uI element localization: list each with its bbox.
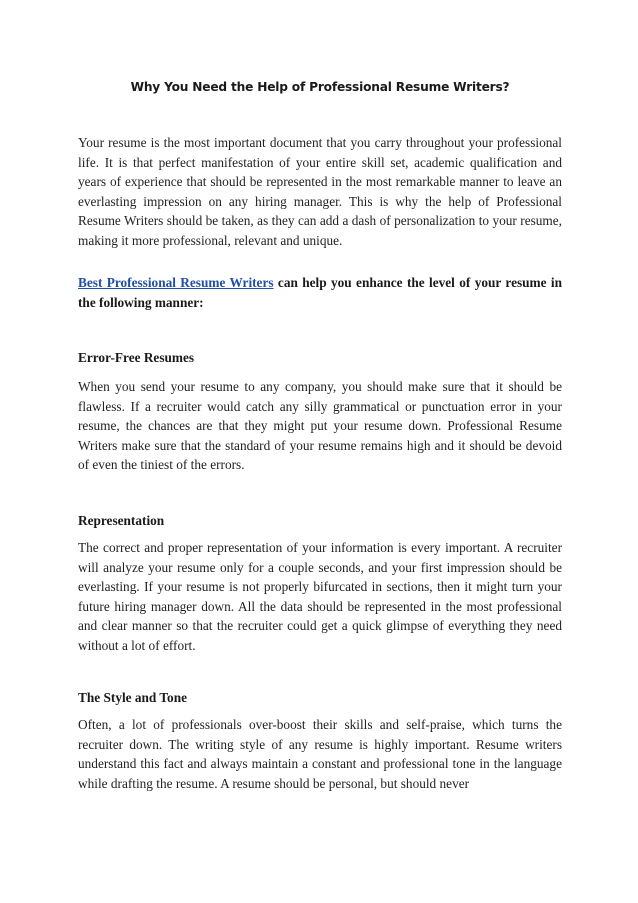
section-body-style-and-tone: Often, a lot of professionals over-boost their skills and self-praise, which turns the recruiter down. The writing style of any resume is highly important. Resume writers understand this fact and always maintain a constant and professional tone in the language while drafting the resume. A resume should be personal, but should never (78, 717, 562, 791)
section-heading-representation: Representation (78, 513, 165, 528)
section-body-error-free: When you send your resume to any company, you should make sure that it should be flawless. If a recruiter would catch any silly grammatical or punctuation error in your resume, the chances are that they might put your resume down. Professional Resume Writers make sure that the standard of your resume remains high and it should be devoid of even the tiniest of the errors. (78, 379, 562, 473)
section-heading-style-and-tone: The Style and Tone (78, 690, 187, 705)
section-body-representation: The correct and proper representation of your information is every important. A recruiter will analyze your resume only for a couple seconds, and your first impression should be everlasting. If your resume is not properly bifurcated in sections, then it might turn your future hiring manager down. All the data should be represented in the most professional and clear manner so that the recruiter could get a quick glimpse of everything they need without a lot of effort. (78, 540, 562, 653)
section-heading-error-free: Error-Free Resumes (78, 350, 195, 365)
lead-rest-text: can help you enhance the level of your resume in the following manner: (78, 275, 562, 310)
best-professional-resume-writers-link[interactable]: Best Professional Resume Writers (78, 275, 274, 290)
lead-paragraph (78, 273, 562, 313)
document-title: Why You Need the Help of Professional Resume Writers? (130, 80, 510, 94)
intro-paragraph: Your resume is the most important document that you carry throughout your professional life. It is that perfect manifestation of your entire skill set, academic qualification and years of experience that should be represented in the most remarkable manner to leave an everlasting impression on any hiring manager. This is why the help of Professional Resume Writers should be taken, as they can add a dash of personalization to your resume, making it more professional, relevant and unique. (78, 135, 562, 248)
